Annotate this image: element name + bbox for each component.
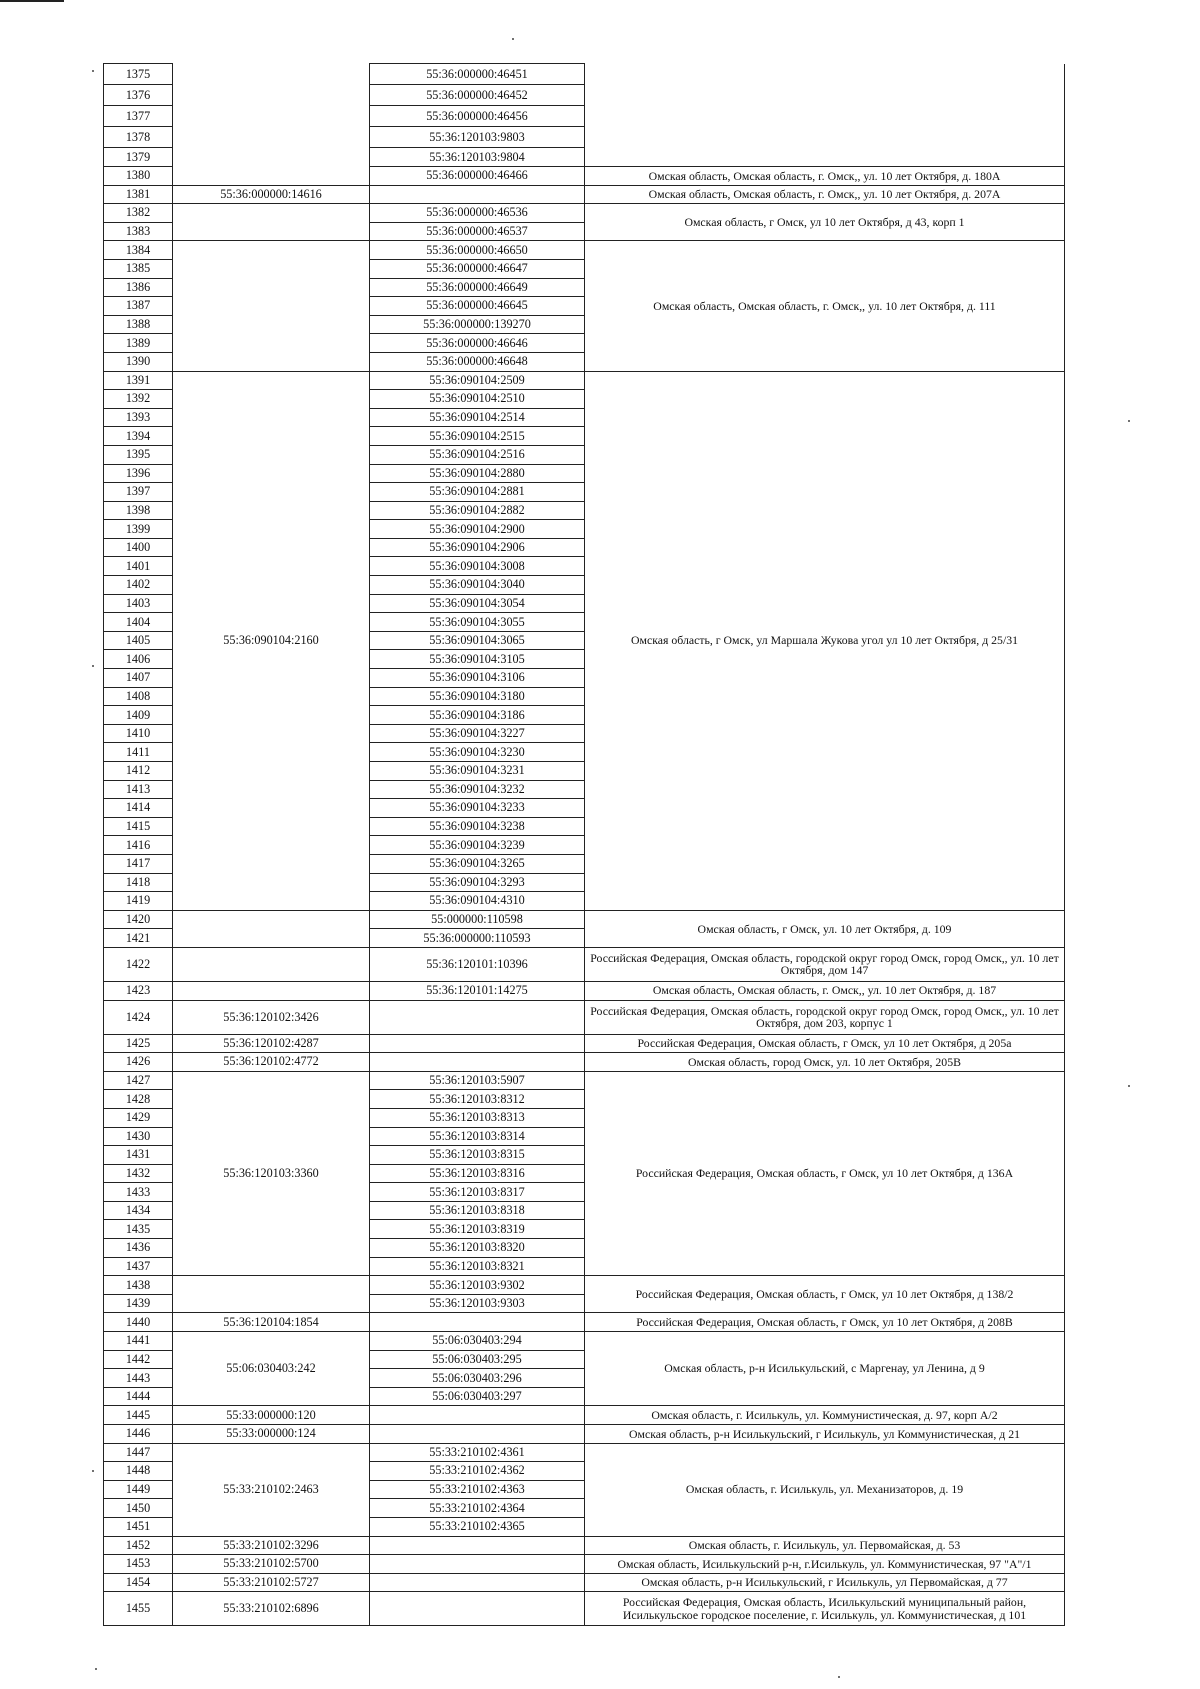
row-number-cell: 1379 xyxy=(104,148,173,167)
parcel-number-cell xyxy=(173,981,370,1000)
scan-edge-line xyxy=(0,0,64,2)
object-number-cell: 55:36:090104:3055 xyxy=(370,613,585,632)
address-cell: Российская Федерация, Омская область, городской округ город Омск, город Омск,, ул. 10 лет Октября, дом 147 xyxy=(585,947,1065,981)
object-number-cell: 55:36:000000:46645 xyxy=(370,297,585,316)
row-number-cell: 1442 xyxy=(104,1350,173,1369)
object-number-cell: 55:06:030403:296 xyxy=(370,1369,585,1388)
address-cell: Омская область, г Омск, ул. 10 лет Октября, д. 109 xyxy=(585,910,1065,947)
table-row xyxy=(104,204,1065,223)
address-cell: Омская область, р-н Исилькульский, с Маргенау, ул Ленина, д 9 xyxy=(585,1332,1065,1406)
row-number-cell: 1401 xyxy=(104,557,173,576)
object-number-cell: 55:36:000000:46536 xyxy=(370,204,585,223)
object-number-cell: 55:36:090104:2882 xyxy=(370,501,585,520)
object-number-cell: 55:06:030403:294 xyxy=(370,1332,585,1351)
row-number-cell: 1435 xyxy=(104,1220,173,1239)
parcel-number-cell: 55:36:090104:2160 xyxy=(173,371,370,910)
row-number-cell: 1436 xyxy=(104,1239,173,1258)
object-number-cell: 55:36:090104:2514 xyxy=(370,408,585,427)
parcel-number-cell: 55:36:120102:3426 xyxy=(173,1000,370,1034)
row-number-cell: 1437 xyxy=(104,1257,173,1276)
object-number-cell: 55:36:090104:3065 xyxy=(370,631,585,650)
object-number-cell: 55:36:090104:2510 xyxy=(370,390,585,409)
object-number-cell: 55:06:030403:297 xyxy=(370,1387,585,1406)
object-number-cell: 55:36:090104:2515 xyxy=(370,427,585,446)
row-number-cell: 1416 xyxy=(104,836,173,855)
object-number-cell: 55:000000:110598 xyxy=(370,910,585,929)
parcel-number-cell xyxy=(173,1276,370,1313)
row-number-cell: 1414 xyxy=(104,799,173,818)
table-row xyxy=(104,1071,1065,1090)
object-number-cell: 55:36:000000:46451 xyxy=(370,64,585,85)
row-number-cell: 1430 xyxy=(104,1127,173,1146)
object-number-cell: 55:36:090104:3231 xyxy=(370,762,585,781)
object-number-cell: 55:36:090104:3293 xyxy=(370,873,585,892)
parcel-number-cell: 55:36:120103:3360 xyxy=(173,1071,370,1276)
table-row xyxy=(104,1536,1065,1555)
row-number-cell: 1415 xyxy=(104,817,173,836)
row-number-cell: 1382 xyxy=(104,204,173,223)
object-number-cell: 55:36:120103:9302 xyxy=(370,1276,585,1295)
object-number-cell: 55:36:120103:9804 xyxy=(370,148,585,167)
object-number-cell: 55:36:090104:3238 xyxy=(370,817,585,836)
object-number-cell: 55:36:000000:139270 xyxy=(370,315,585,334)
row-number-cell: 1421 xyxy=(104,929,173,948)
object-number-cell: 55:36:090104:2900 xyxy=(370,520,585,539)
object-number-cell: 55:36:090104:3054 xyxy=(370,594,585,613)
row-number-cell: 1407 xyxy=(104,669,173,688)
row-number-cell: 1428 xyxy=(104,1090,173,1109)
table-row xyxy=(104,1034,1065,1053)
object-number-cell: 55:36:000000:46456 xyxy=(370,106,585,127)
parcel-number-cell: 55:36:120102:4287 xyxy=(173,1034,370,1053)
address-cell: Омская область, Исилькульский р-н, г.Исилькуль, ул. Коммунистическая, 97 "А"/1 xyxy=(585,1555,1065,1574)
object-number-cell: 55:36:120103:8320 xyxy=(370,1239,585,1258)
table-row xyxy=(104,1406,1065,1425)
row-number-cell: 1387 xyxy=(104,297,173,316)
row-number-cell: 1377 xyxy=(104,106,173,127)
row-number-cell: 1380 xyxy=(104,167,173,186)
scan-speck xyxy=(1128,1085,1130,1087)
address-cell: Российская Федерация, Омская область, г Омск, ул 10 лет Октября, д 205а xyxy=(585,1034,1065,1053)
table-row xyxy=(104,1313,1065,1332)
object-number-cell xyxy=(370,1592,585,1626)
object-number-cell: 55:36:090104:3227 xyxy=(370,724,585,743)
table-row xyxy=(104,1573,1065,1592)
row-number-cell: 1448 xyxy=(104,1462,173,1481)
row-number-cell: 1395 xyxy=(104,445,173,464)
object-number-cell: 55:36:090104:3232 xyxy=(370,780,585,799)
row-number-cell: 1396 xyxy=(104,464,173,483)
object-number-cell: 55:33:210102:4362 xyxy=(370,1462,585,1481)
row-number-cell: 1433 xyxy=(104,1183,173,1202)
row-number-cell: 1455 xyxy=(104,1592,173,1626)
row-number-cell: 1424 xyxy=(104,1000,173,1034)
object-number-cell: 55:36:090104:2880 xyxy=(370,464,585,483)
row-number-cell: 1440 xyxy=(104,1313,173,1332)
object-number-cell: 55:36:090104:3186 xyxy=(370,706,585,725)
table-row xyxy=(104,1555,1065,1574)
object-number-cell: 55:36:090104:3180 xyxy=(370,687,585,706)
object-number-cell: 55:36:090104:2881 xyxy=(370,483,585,502)
object-number-cell xyxy=(370,1313,585,1332)
object-number-cell xyxy=(370,185,585,204)
address-cell: Российская Федерация, Омская область, городской округ город Омск, город Омск,, ул. 10 лет Октября, дом 203, корпус 1 xyxy=(585,1000,1065,1034)
table-row xyxy=(104,981,1065,1000)
object-number-cell: 55:36:120103:8318 xyxy=(370,1201,585,1220)
object-number-cell: 55:36:090104:2906 xyxy=(370,538,585,557)
table-row xyxy=(104,1425,1065,1444)
parcel-number-cell: 55:36:120102:4772 xyxy=(173,1053,370,1072)
object-number-cell: 55:06:030403:295 xyxy=(370,1350,585,1369)
row-number-cell: 1418 xyxy=(104,873,173,892)
row-number-cell: 1446 xyxy=(104,1425,173,1444)
row-number-cell: 1447 xyxy=(104,1443,173,1462)
row-number-cell: 1398 xyxy=(104,501,173,520)
table-row xyxy=(104,241,1065,260)
address-cell: Омская область, Омская область, г. Омск,, ул. 10 лет Октября, д. 180А xyxy=(585,167,1065,186)
table-row xyxy=(104,1443,1065,1462)
table-row xyxy=(104,1053,1065,1072)
address-cell: Омская область, р-н Исилькульский, г Исилькуль, ул Первомайская, д 77 xyxy=(585,1573,1065,1592)
scan-speck xyxy=(1128,420,1130,422)
parcel-number-cell: 55:36:120104:1854 xyxy=(173,1313,370,1332)
parcel-number-cell xyxy=(173,241,370,371)
parcel-number-cell: 55:33:210102:5700 xyxy=(173,1555,370,1574)
object-number-cell: 55:36:090104:3239 xyxy=(370,836,585,855)
row-number-cell: 1432 xyxy=(104,1164,173,1183)
row-number-cell: 1450 xyxy=(104,1499,173,1518)
row-number-cell: 1419 xyxy=(104,892,173,911)
row-number-cell: 1445 xyxy=(104,1406,173,1425)
object-number-cell: 55:36:090104:3040 xyxy=(370,576,585,595)
row-number-cell: 1408 xyxy=(104,687,173,706)
row-number-cell: 1441 xyxy=(104,1332,173,1351)
row-number-cell: 1383 xyxy=(104,222,173,241)
object-number-cell: 55:36:000000:46466 xyxy=(370,167,585,186)
object-number-cell xyxy=(370,1034,585,1053)
object-number-cell: 55:36:000000:46646 xyxy=(370,334,585,353)
address-cell: Российская Федерация, Омская область, г Омск, ул 10 лет Октября, д 208В xyxy=(585,1313,1065,1332)
address-cell: Омская область, г Омск, ул 10 лет Октября, д 43, корп 1 xyxy=(585,204,1065,241)
table-row xyxy=(104,1332,1065,1351)
row-number-cell: 1404 xyxy=(104,613,173,632)
address-cell: Омская область, Омская область, г. Омск,, ул. 10 лет Октября, д. 111 xyxy=(585,241,1065,371)
object-number-cell: 55:36:090104:2516 xyxy=(370,445,585,464)
row-number-cell: 1388 xyxy=(104,315,173,334)
object-number-cell: 55:36:000000:46649 xyxy=(370,278,585,297)
row-number-cell: 1406 xyxy=(104,650,173,669)
row-number-cell: 1384 xyxy=(104,241,173,260)
object-number-cell xyxy=(370,1555,585,1574)
object-number-cell: 55:36:000000:46537 xyxy=(370,222,585,241)
row-number-cell: 1452 xyxy=(104,1536,173,1555)
object-number-cell xyxy=(370,1536,585,1555)
row-number-cell: 1426 xyxy=(104,1053,173,1072)
object-number-cell: 55:36:090104:2509 xyxy=(370,371,585,390)
address-cell: Омская область, р-н Исилькульский, г Исилькуль, ул Коммунистическая, д 21 xyxy=(585,1425,1065,1444)
row-number-cell: 1453 xyxy=(104,1555,173,1574)
object-number-cell xyxy=(370,1406,585,1425)
object-number-cell: 55:36:120103:9303 xyxy=(370,1294,585,1313)
table-row xyxy=(104,947,1065,981)
address-cell: Российская Федерация, Омская область, г Омск, ул 10 лет Октября, д 136А xyxy=(585,1071,1065,1276)
object-number-cell: 55:36:120103:9803 xyxy=(370,127,585,148)
object-number-cell: 55:36:120101:10396 xyxy=(370,947,585,981)
object-number-cell: 55:36:000000:46648 xyxy=(370,352,585,371)
row-number-cell: 1390 xyxy=(104,352,173,371)
parcel-number-cell xyxy=(173,947,370,981)
row-number-cell: 1394 xyxy=(104,427,173,446)
object-number-cell: 55:36:120103:8317 xyxy=(370,1183,585,1202)
object-number-cell: 55:36:120103:8313 xyxy=(370,1108,585,1127)
row-number-cell: 1393 xyxy=(104,408,173,427)
object-number-cell xyxy=(370,1053,585,1072)
scan-speck xyxy=(512,38,514,40)
cadastral-register-table xyxy=(103,63,1065,1626)
row-number-cell: 1400 xyxy=(104,538,173,557)
address-cell: Российская Федерация, Омская область, г Омск, ул 10 лет Октября, д 138/2 xyxy=(585,1276,1065,1313)
parcel-number-cell: 55:36:000000:14616 xyxy=(173,185,370,204)
object-number-cell: 55:36:000000:46452 xyxy=(370,85,585,106)
parcel-number-cell: 55:33:210102:5727 xyxy=(173,1573,370,1592)
row-number-cell: 1434 xyxy=(104,1201,173,1220)
scan-speck xyxy=(838,1676,840,1678)
table-row xyxy=(104,1276,1065,1295)
row-number-cell: 1412 xyxy=(104,762,173,781)
table-row xyxy=(104,371,1065,390)
parcel-number-cell: 55:33:210102:6896 xyxy=(173,1592,370,1626)
row-number-cell: 1375 xyxy=(104,64,173,85)
object-number-cell: 55:36:090104:3230 xyxy=(370,743,585,762)
row-number-cell: 1386 xyxy=(104,278,173,297)
object-number-cell: 55:36:120103:8314 xyxy=(370,1127,585,1146)
object-number-cell: 55:36:120103:8312 xyxy=(370,1090,585,1109)
row-number-cell: 1389 xyxy=(104,334,173,353)
object-number-cell: 55:36:120103:5907 xyxy=(370,1071,585,1090)
object-number-cell: 55:36:090104:4310 xyxy=(370,892,585,911)
row-number-cell: 1423 xyxy=(104,981,173,1000)
object-number-cell: 55:33:210102:4361 xyxy=(370,1443,585,1462)
row-number-cell: 1422 xyxy=(104,947,173,981)
address-cell: Омская область, г. Исилькуль, ул. Первомайская, д. 53 xyxy=(585,1536,1065,1555)
object-number-cell: 55:36:000000:110593 xyxy=(370,929,585,948)
address-cell: Российская Федерация, Омская область, Исилькульский муниципальный район, Исилькульское городское поселение, г. Исилькуль, ул. Коммунистическая, д 101 xyxy=(585,1592,1065,1626)
object-number-cell: 55:36:090104:3105 xyxy=(370,650,585,669)
row-number-cell: 1391 xyxy=(104,371,173,390)
row-number-cell: 1381 xyxy=(104,185,173,204)
row-number-cell: 1402 xyxy=(104,576,173,595)
object-number-cell: 55:36:000000:46647 xyxy=(370,259,585,278)
row-number-cell: 1403 xyxy=(104,594,173,613)
row-number-cell: 1410 xyxy=(104,724,173,743)
row-number-cell: 1397 xyxy=(104,483,173,502)
scan-speck xyxy=(92,665,94,667)
object-number-cell: 55:33:210102:4363 xyxy=(370,1480,585,1499)
row-number-cell: 1444 xyxy=(104,1387,173,1406)
address-cell: Омская область, г. Исилькуль, ул. Механизаторов, д. 19 xyxy=(585,1443,1065,1536)
row-number-cell: 1454 xyxy=(104,1573,173,1592)
parcel-number-cell xyxy=(173,64,370,186)
row-number-cell: 1417 xyxy=(104,854,173,873)
row-number-cell: 1399 xyxy=(104,520,173,539)
object-number-cell xyxy=(370,1000,585,1034)
object-number-cell xyxy=(370,1425,585,1444)
table-row xyxy=(104,64,1065,85)
table-row xyxy=(104,910,1065,929)
scan-speck xyxy=(92,70,94,72)
row-number-cell: 1420 xyxy=(104,910,173,929)
row-number-cell: 1439 xyxy=(104,1294,173,1313)
object-number-cell: 55:36:090104:3008 xyxy=(370,557,585,576)
object-number-cell: 55:33:210102:4364 xyxy=(370,1499,585,1518)
object-number-cell: 55:36:090104:3233 xyxy=(370,799,585,818)
scan-speck xyxy=(92,1470,94,1472)
table-row xyxy=(104,185,1065,204)
row-number-cell: 1443 xyxy=(104,1369,173,1388)
row-number-cell: 1405 xyxy=(104,631,173,650)
row-number-cell: 1411 xyxy=(104,743,173,762)
object-number-cell: 55:36:120103:8321 xyxy=(370,1257,585,1276)
row-number-cell: 1376 xyxy=(104,85,173,106)
row-number-cell: 1451 xyxy=(104,1517,173,1536)
row-number-cell: 1413 xyxy=(104,780,173,799)
object-number-cell: 55:33:210102:4365 xyxy=(370,1517,585,1536)
scan-speck xyxy=(95,1668,97,1670)
row-number-cell: 1378 xyxy=(104,127,173,148)
row-number-cell: 1385 xyxy=(104,259,173,278)
object-number-cell: 55:36:000000:46650 xyxy=(370,241,585,260)
address-cell xyxy=(585,64,1065,167)
address-cell: Омская область, город Омск, ул. 10 лет Октября, 205В xyxy=(585,1053,1065,1072)
address-cell: Омская область, г Омск, ул Маршала Жукова угол ул 10 лет Октября, д 25/31 xyxy=(585,371,1065,910)
parcel-number-cell: 55:33:000000:124 xyxy=(173,1425,370,1444)
object-number-cell: 55:36:120103:8316 xyxy=(370,1164,585,1183)
row-number-cell: 1427 xyxy=(104,1071,173,1090)
table-row xyxy=(104,1592,1065,1626)
address-cell: Омская область, Омская область, г. Омск,, ул. 10 лет Октября, д. 207А xyxy=(585,185,1065,204)
parcel-number-cell: 55:06:030403:242 xyxy=(173,1332,370,1406)
address-cell: Омская область, Омская область, г. Омск,, ул. 10 лет Октября, д. 187 xyxy=(585,981,1065,1000)
object-number-cell: 55:36:090104:3106 xyxy=(370,669,585,688)
parcel-number-cell xyxy=(173,204,370,241)
row-number-cell: 1409 xyxy=(104,706,173,725)
row-number-cell: 1438 xyxy=(104,1276,173,1295)
parcel-number-cell: 55:33:210102:2463 xyxy=(173,1443,370,1536)
parcel-number-cell: 55:33:210102:3296 xyxy=(173,1536,370,1555)
row-number-cell: 1431 xyxy=(104,1146,173,1165)
parcel-number-cell xyxy=(173,910,370,947)
row-number-cell: 1425 xyxy=(104,1034,173,1053)
object-number-cell: 55:36:120101:14275 xyxy=(370,981,585,1000)
object-number-cell: 55:36:120103:8315 xyxy=(370,1146,585,1165)
row-number-cell: 1449 xyxy=(104,1480,173,1499)
object-number-cell: 55:36:090104:3265 xyxy=(370,854,585,873)
address-cell: Омская область, г. Исилькуль, ул. Коммунистическая, д. 97, корп А/2 xyxy=(585,1406,1065,1425)
row-number-cell: 1392 xyxy=(104,390,173,409)
object-number-cell: 55:36:120103:8319 xyxy=(370,1220,585,1239)
table-row xyxy=(104,1000,1065,1034)
row-number-cell: 1429 xyxy=(104,1108,173,1127)
object-number-cell xyxy=(370,1573,585,1592)
parcel-number-cell: 55:33:000000:120 xyxy=(173,1406,370,1425)
